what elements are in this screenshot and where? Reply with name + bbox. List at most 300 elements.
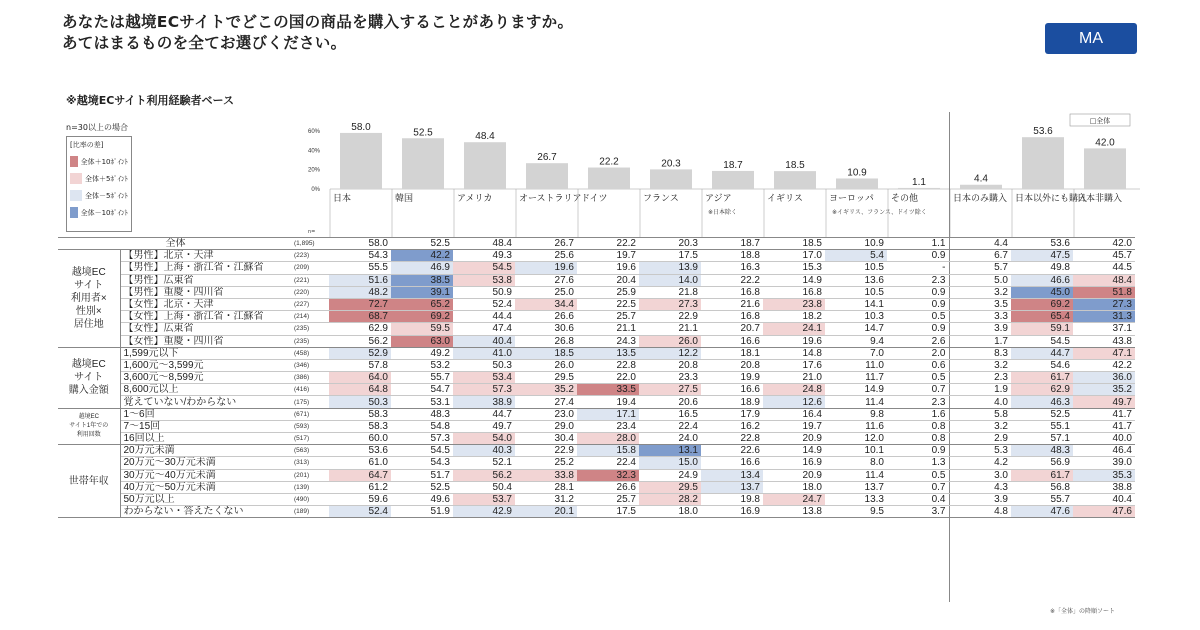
table-row (58, 359, 1135, 371)
value-cell: 18.7 (701, 238, 763, 250)
base-note: ※越境ECサイト利用経験者ベース (66, 94, 234, 107)
value-cell: 19.7 (577, 250, 639, 262)
value-cell: 22.8 (701, 433, 763, 445)
y-tick-label: 60% (307, 129, 320, 135)
value-cell: 31.3 (1073, 311, 1135, 323)
table-row (58, 506, 1135, 518)
row-label: 【男性】重慶・四川省 (120, 286, 293, 298)
value-cell: 6.7 (949, 250, 1011, 262)
table-row (58, 298, 1135, 310)
row-n: (214) (293, 311, 329, 323)
value-cell: 61.2 (329, 481, 391, 493)
value-cell: 1.3 (887, 457, 949, 469)
value-cell: 4.8 (949, 506, 1011, 518)
value-cell: 20.3 (639, 238, 701, 250)
value-cell: 5.3 (949, 445, 1011, 457)
value-cell: 48.3 (1011, 445, 1073, 457)
value-cell: 26.0 (515, 359, 577, 371)
value-cell: 3.2 (949, 359, 1011, 371)
value-cell: 0.7 (887, 481, 949, 493)
value-cell: 10.5 (825, 286, 887, 298)
value-cell: 64.8 (329, 384, 391, 396)
value-cell: 25.7 (577, 311, 639, 323)
value-cell: 59.5 (391, 323, 453, 335)
value-cell: 69.2 (391, 311, 453, 323)
row-n: (517) (293, 433, 329, 445)
row-n: (220) (293, 286, 329, 298)
value-cell: 17.0 (763, 250, 825, 262)
row-label: 【女性】重慶・四川省 (120, 335, 293, 347)
value-cell: 9.4 (825, 335, 887, 347)
bar-value-label: 22.2 (599, 156, 619, 168)
value-cell: 56.2 (329, 335, 391, 347)
value-cell: 16.2 (701, 420, 763, 432)
value-cell: 20.9 (763, 433, 825, 445)
row-n: (235) (293, 335, 329, 347)
value-cell: 20.8 (639, 359, 701, 371)
value-cell: 11.0 (825, 359, 887, 371)
category-label: ドイツ (581, 194, 608, 204)
bar (1084, 148, 1126, 189)
bar-value-label: 4.4 (974, 173, 988, 185)
value-cell: 38.9 (453, 396, 515, 408)
value-cell: 62.9 (1011, 384, 1073, 396)
value-cell: 39.0 (1073, 457, 1135, 469)
value-cell: 49.7 (453, 420, 515, 432)
value-cell: 51.8 (1073, 286, 1135, 298)
value-cell: 18.0 (763, 481, 825, 493)
category-label: 日本のみ購入 (953, 194, 1008, 204)
value-cell: 20.7 (701, 323, 763, 335)
category-note: ※日本除く (708, 209, 738, 216)
value-cell: 4.4 (949, 238, 1011, 250)
value-cell: 38.8 (1073, 481, 1135, 493)
group-label: 世帯年収 (58, 445, 120, 518)
value-cell: 49.8 (1011, 262, 1073, 274)
value-cell: 23.3 (639, 372, 701, 384)
y-tick-label: 0% (311, 187, 320, 193)
value-cell: 46.9 (391, 262, 453, 274)
row-label: 1,600元～3,599元 (120, 359, 293, 371)
value-cell: 28.0 (577, 433, 639, 445)
category-note: ※イギリス、フランス、ドイツ除く (832, 209, 927, 216)
ma-badge: MA (1045, 23, 1137, 54)
value-cell: 8.0 (825, 457, 887, 469)
row-label: 【女性】上海・浙江省・江蘇省 (120, 311, 293, 323)
bar (588, 168, 630, 189)
value-cell: 4.3 (949, 481, 1011, 493)
value-cell: 25.6 (515, 250, 577, 262)
row-label: 30万元～40万元未満 (120, 469, 293, 481)
value-cell: 57.1 (1011, 433, 1073, 445)
value-cell: 2.3 (887, 274, 949, 286)
bar (650, 169, 692, 189)
value-cell: 19.6 (515, 262, 577, 274)
bar-value-label: 53.6 (1033, 126, 1053, 138)
value-cell: 16.5 (639, 408, 701, 420)
value-cell: 61.7 (1011, 469, 1073, 481)
value-cell: 34.4 (515, 298, 577, 310)
value-cell: 25.2 (515, 457, 577, 469)
table-row (58, 493, 1135, 505)
value-cell: 9.5 (825, 506, 887, 518)
value-cell: 19.8 (701, 493, 763, 505)
value-cell: 11.6 (825, 420, 887, 432)
value-cell: 19.7 (763, 420, 825, 432)
value-cell: 59.6 (329, 493, 391, 505)
value-cell: 18.5 (763, 238, 825, 250)
value-cell: 48.3 (391, 408, 453, 420)
value-cell: 54.7 (391, 384, 453, 396)
value-cell: 17.9 (701, 408, 763, 420)
value-cell: 13.6 (825, 274, 887, 286)
value-cell: 40.4 (1073, 493, 1135, 505)
value-cell: 53.2 (391, 359, 453, 371)
y-tick-label: 40% (307, 148, 320, 155)
row-n: (235) (293, 323, 329, 335)
bar-value-label: 58.0 (351, 121, 371, 133)
legend-label: 全体－5ﾎﾟｲﾝﾄ (85, 191, 128, 200)
value-cell: 64.0 (329, 372, 391, 384)
value-cell: 5.8 (949, 408, 1011, 420)
value-cell: 19.4 (577, 396, 639, 408)
value-cell: 13.8 (763, 506, 825, 518)
value-cell: 53.6 (329, 445, 391, 457)
value-cell: 49.7 (1073, 396, 1135, 408)
value-cell: 1.9 (949, 384, 1011, 396)
value-cell: 46.3 (1011, 396, 1073, 408)
value-cell: 47.5 (1011, 250, 1073, 262)
bar-chart (0, 0, 1200, 240)
value-cell: 16.8 (701, 311, 763, 323)
table-row (58, 396, 1135, 408)
value-cell: 31.2 (515, 493, 577, 505)
value-cell: 54.5 (391, 445, 453, 457)
value-cell: 25.9 (577, 286, 639, 298)
table-row (58, 311, 1135, 323)
value-cell: 45.0 (1011, 286, 1073, 298)
value-cell: 3.0 (949, 469, 1011, 481)
category-label: その他 (891, 194, 919, 204)
value-cell: 62.9 (329, 323, 391, 335)
bar (836, 178, 878, 189)
table-row (58, 433, 1135, 445)
value-cell: 22.5 (577, 298, 639, 310)
value-cell: 24.8 (763, 384, 825, 396)
value-cell: 27.3 (639, 298, 701, 310)
value-cell: 0.6 (887, 359, 949, 371)
value-cell: 18.5 (515, 347, 577, 359)
value-cell: 57.8 (329, 359, 391, 371)
value-cell: 17.1 (577, 408, 639, 420)
value-cell: 16.6 (701, 457, 763, 469)
value-cell: 15.0 (639, 457, 701, 469)
row-n: (593) (293, 420, 329, 432)
value-cell: 49.6 (391, 493, 453, 505)
value-cell: 19.6 (577, 262, 639, 274)
row-n: (1,895) (293, 238, 329, 250)
value-cell: 16.9 (763, 457, 825, 469)
value-cell: 21.6 (701, 298, 763, 310)
value-cell: 30.4 (515, 433, 577, 445)
value-cell: 14.1 (825, 298, 887, 310)
value-cell: 58.3 (329, 408, 391, 420)
value-cell: 10.1 (825, 445, 887, 457)
value-cell: 49.3 (453, 250, 515, 262)
value-cell: 10.5 (825, 262, 887, 274)
table-row (58, 445, 1135, 457)
table-row (58, 323, 1135, 335)
value-cell: 14.0 (639, 274, 701, 286)
value-cell: 55.1 (1011, 420, 1073, 432)
value-cell: 29.5 (515, 372, 577, 384)
group-label: 越境EC サイト 購入金額 (58, 347, 120, 408)
value-cell: 44.5 (1073, 262, 1135, 274)
value-cell: 20.4 (577, 274, 639, 286)
value-cell: 12.2 (639, 347, 701, 359)
value-cell: 14.8 (763, 347, 825, 359)
value-cell: 57.3 (391, 433, 453, 445)
value-cell: 16.6 (701, 384, 763, 396)
value-cell: 24.7 (763, 493, 825, 505)
table-row (58, 384, 1135, 396)
value-cell: 38.5 (391, 274, 453, 286)
category-label: 日本以外にも購入 (1015, 194, 1088, 204)
value-cell: 3.2 (949, 286, 1011, 298)
n-note: n=30以上の場合 (66, 123, 128, 132)
value-cell: 22.6 (701, 445, 763, 457)
table-row (58, 250, 1135, 262)
value-cell: 0.5 (887, 311, 949, 323)
row-label: 全体 (58, 238, 293, 250)
value-cell: 24.1 (763, 323, 825, 335)
value-cell: 40.4 (453, 335, 515, 347)
value-cell: 54.6 (1011, 359, 1073, 371)
value-cell: 55.5 (329, 262, 391, 274)
value-cell: 55.7 (391, 372, 453, 384)
value-cell: 3.7 (887, 506, 949, 518)
row-n: (563) (293, 445, 329, 457)
value-cell: 15.8 (577, 445, 639, 457)
value-cell: 53.7 (453, 493, 515, 505)
row-n: (201) (293, 469, 329, 481)
value-cell: 22.9 (639, 311, 701, 323)
value-cell: 2.6 (887, 335, 949, 347)
value-cell: 1.1 (887, 238, 949, 250)
row-label: 【女性】北京・天津 (120, 298, 293, 310)
value-cell: 46.6 (1011, 274, 1073, 286)
value-cell: 48.4 (453, 238, 515, 250)
value-cell: 22.4 (639, 420, 701, 432)
value-cell: 26.6 (577, 481, 639, 493)
value-cell: 11.7 (825, 372, 887, 384)
row-label: 20万元～30万元未満 (120, 457, 293, 469)
value-cell: 52.4 (329, 506, 391, 518)
value-cell: 54.3 (391, 457, 453, 469)
bar-value-label: 18.5 (785, 160, 805, 172)
value-cell: 28.1 (515, 481, 577, 493)
value-cell: 52.4 (453, 298, 515, 310)
row-label: 【女性】広東省 (120, 323, 293, 335)
row-label: 1,599元以下 (120, 347, 293, 359)
value-cell: 53.4 (453, 372, 515, 384)
category-label: アジア (705, 194, 732, 204)
value-cell: 23.8 (763, 298, 825, 310)
value-cell: 52.5 (1011, 408, 1073, 420)
value-cell: 28.2 (639, 493, 701, 505)
value-cell: 27.6 (515, 274, 577, 286)
chart-legend-label: □全体 (1089, 117, 1111, 125)
bar-value-label: 52.5 (413, 127, 433, 139)
value-cell: 42.2 (1073, 359, 1135, 371)
legend-label: 全体＋10ﾎﾟｲﾝﾄ (80, 157, 128, 166)
value-cell: 12.6 (763, 396, 825, 408)
table-row (58, 469, 1135, 481)
value-cell: 42.9 (453, 506, 515, 518)
value-cell: 0.9 (887, 298, 949, 310)
value-cell: 54.0 (453, 433, 515, 445)
value-cell: 3.9 (949, 493, 1011, 505)
value-cell: 13.7 (825, 481, 887, 493)
value-cell: 0.5 (887, 469, 949, 481)
value-cell: 42.2 (391, 250, 453, 262)
bar (712, 171, 754, 189)
bar-value-label: 1.1 (912, 176, 926, 188)
row-label: 【男性】上海・浙江省・江蘇省 (120, 262, 293, 274)
bar-value-label: 48.4 (475, 131, 495, 143)
row-n: (189) (293, 506, 329, 518)
value-cell: 47.6 (1073, 506, 1135, 518)
y-tick-label: 20% (307, 167, 320, 174)
value-cell: 35.2 (515, 384, 577, 396)
row-label: わからない・答えたくない (120, 506, 293, 518)
legend-title: [比率の差] (70, 141, 104, 149)
value-cell: 26.7 (515, 238, 577, 250)
value-cell: 2.9 (949, 433, 1011, 445)
value-cell: 65.4 (1011, 311, 1073, 323)
value-cell: 14.9 (763, 274, 825, 286)
value-cell: 42.0 (1073, 238, 1135, 250)
value-cell: 16.6 (701, 335, 763, 347)
value-cell: 29.5 (639, 481, 701, 493)
row-label: 1～6回 (120, 408, 293, 420)
value-cell: 17.5 (639, 250, 701, 262)
value-cell: 41.7 (1073, 408, 1135, 420)
value-cell: 54.5 (453, 262, 515, 274)
row-n: (227) (293, 298, 329, 310)
value-cell: 27.5 (639, 384, 701, 396)
value-cell: 50.4 (453, 481, 515, 493)
value-cell: 13.7 (701, 481, 763, 493)
row-n: (458) (293, 347, 329, 359)
table-row (58, 274, 1135, 286)
value-cell: 50.9 (453, 286, 515, 298)
value-cell: 47.1 (1073, 347, 1135, 359)
value-cell: 47.6 (1011, 506, 1073, 518)
row-n: (223) (293, 250, 329, 262)
value-cell: 32.3 (577, 469, 639, 481)
value-cell: 20.8 (701, 359, 763, 371)
table-row (58, 335, 1135, 347)
value-cell: 36.0 (1073, 372, 1135, 384)
value-cell: 14.9 (825, 384, 887, 396)
category-label: 韓国 (395, 194, 414, 204)
value-cell: 0.8 (887, 420, 949, 432)
bar (464, 142, 506, 189)
value-cell: 47.4 (453, 323, 515, 335)
legend-label: 全体＋5ﾎﾟｲﾝﾄ (85, 174, 128, 183)
value-cell: 22.9 (515, 445, 577, 457)
row-label: 50万元以上 (120, 493, 293, 505)
value-cell: 65.2 (391, 298, 453, 310)
value-cell: 23.0 (515, 408, 577, 420)
value-cell: 27.4 (515, 396, 577, 408)
value-cell: 5.0 (949, 274, 1011, 286)
value-cell: 12.0 (825, 433, 887, 445)
value-cell: 19.9 (701, 372, 763, 384)
value-cell: 30.6 (515, 323, 577, 335)
bar (774, 171, 816, 189)
row-label: 40万元～50万元未満 (120, 481, 293, 493)
n-header: n= (308, 229, 316, 235)
value-cell: 35.3 (1073, 469, 1135, 481)
value-cell: 58.0 (329, 238, 391, 250)
value-cell: 17.6 (763, 359, 825, 371)
value-cell: 21.8 (639, 286, 701, 298)
value-cell: 13.1 (639, 445, 701, 457)
value-cell: 2.3 (887, 396, 949, 408)
value-cell: 0.9 (887, 250, 949, 262)
table-row (58, 372, 1135, 384)
value-cell: 23.4 (577, 420, 639, 432)
value-cell: 58.3 (329, 420, 391, 432)
row-n: (671) (293, 408, 329, 420)
value-cell: 22.4 (577, 457, 639, 469)
value-cell: 5.7 (949, 262, 1011, 274)
bar (1022, 137, 1064, 189)
bar-value-label: 42.0 (1095, 137, 1115, 149)
value-cell: 55.7 (1011, 493, 1073, 505)
row-label: 【男性】広東省 (120, 274, 293, 286)
value-cell: 26.6 (515, 311, 577, 323)
value-cell: 45.7 (1073, 250, 1135, 262)
value-cell: 44.7 (453, 408, 515, 420)
value-cell: 54.8 (391, 420, 453, 432)
value-cell: 22.0 (577, 372, 639, 384)
value-cell: 61.7 (1011, 372, 1073, 384)
value-cell: 24.0 (639, 433, 701, 445)
row-label: 3,600元～8,599元 (120, 372, 293, 384)
value-cell: 18.2 (763, 311, 825, 323)
value-cell: 41.7 (1073, 420, 1135, 432)
value-cell: 0.9 (887, 323, 949, 335)
row-n: (346) (293, 359, 329, 371)
table-row (58, 420, 1135, 432)
value-cell: 24.9 (639, 469, 701, 481)
value-cell: 18.9 (701, 396, 763, 408)
row-n: (209) (293, 262, 329, 274)
bar-value-label: 18.7 (723, 159, 743, 171)
value-cell: 56.2 (453, 469, 515, 481)
value-cell: 3.9 (949, 323, 1011, 335)
value-cell: 52.9 (329, 347, 391, 359)
value-cell: 21.1 (577, 323, 639, 335)
category-label: 日本 (333, 194, 352, 204)
value-cell: 50.3 (453, 359, 515, 371)
table-row (58, 286, 1135, 298)
value-cell: 72.7 (329, 298, 391, 310)
row-n: (221) (293, 274, 329, 286)
